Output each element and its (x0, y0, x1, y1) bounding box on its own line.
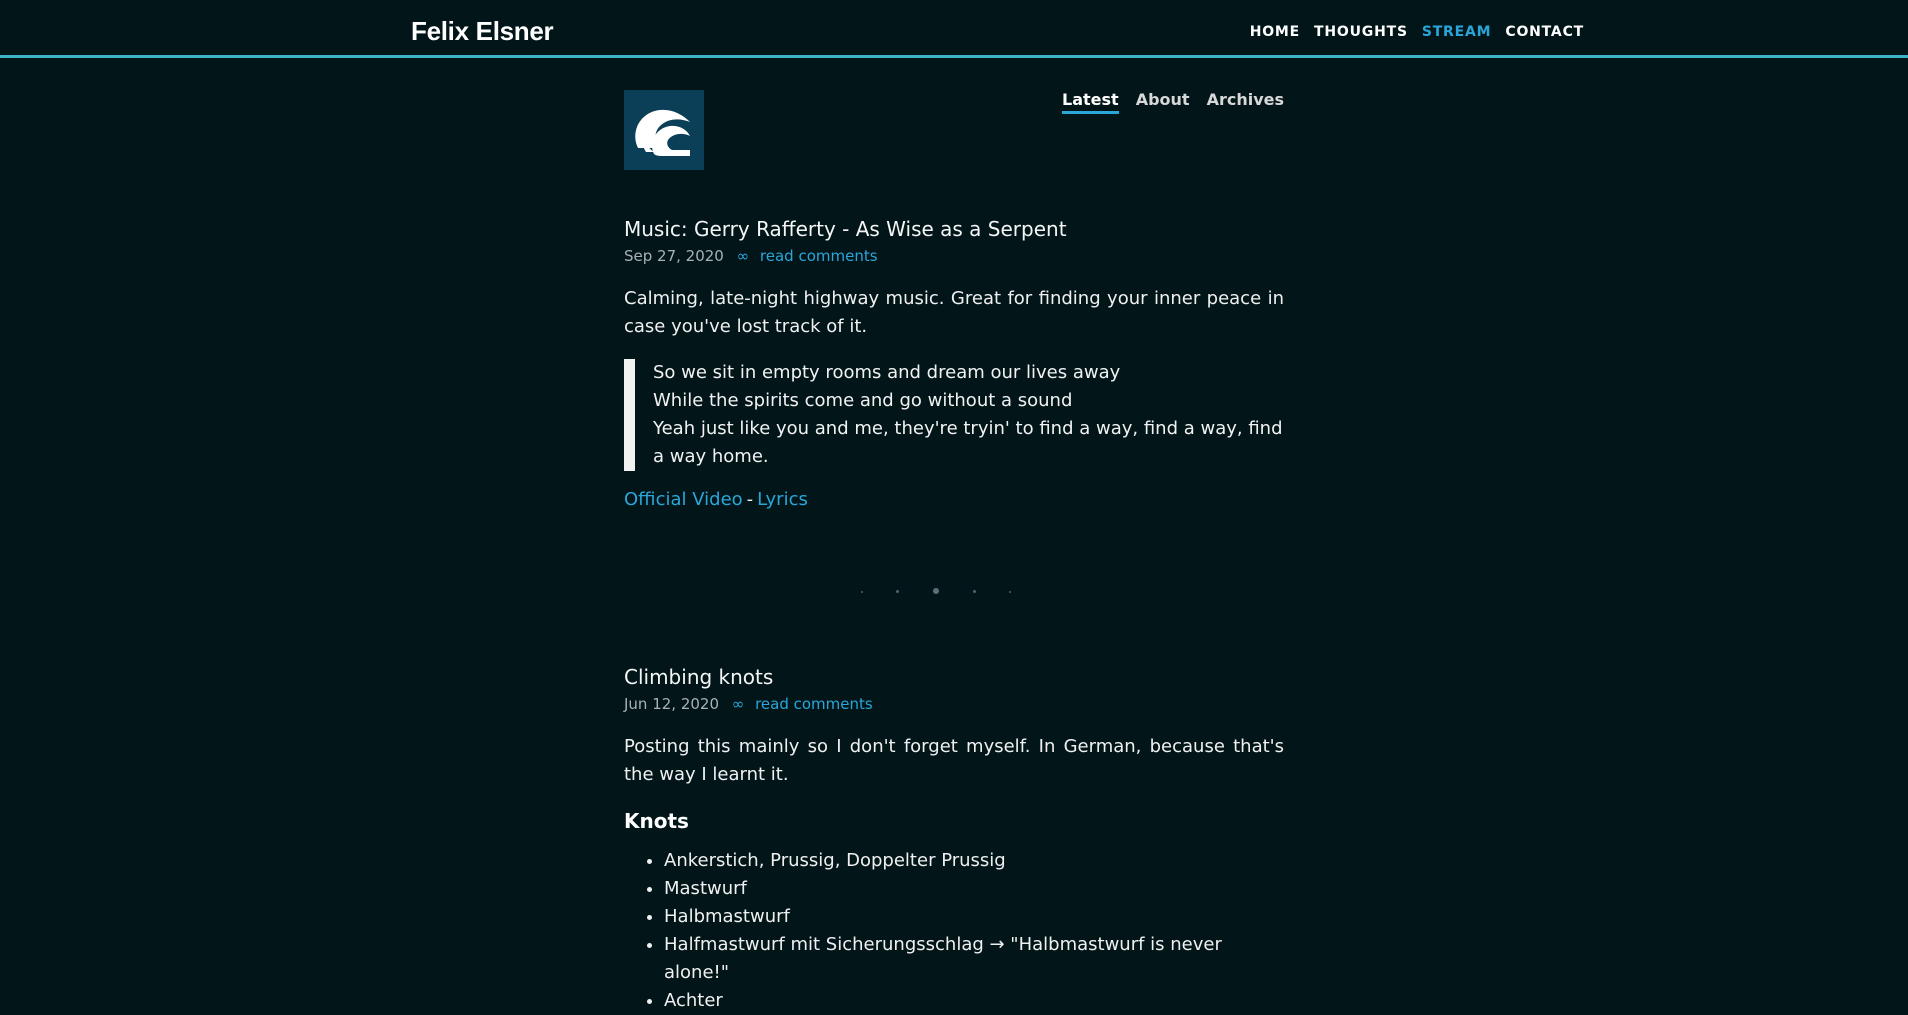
site-header (0, 0, 1908, 58)
list-item: • Achter (664, 987, 1284, 1015)
link-separator: - (746, 489, 754, 510)
read-comments-link[interactable]: read comments (759, 247, 878, 265)
nav-stream[interactable]: STREAM (1421, 24, 1492, 40)
post-climbing-knots (624, 665, 1284, 1015)
nav-thoughts[interactable]: THOUGHTS (1314, 24, 1408, 40)
post-music (624, 217, 1284, 510)
permalink-icon[interactable]: ∞ (731, 695, 745, 713)
post-links (624, 489, 1284, 510)
post-date: Sep 27, 2020 (624, 247, 724, 265)
post-title[interactable]: Climbing knots (624, 665, 774, 689)
post-title[interactable]: Music: Gerry Rafferty - As Wise as a Serpent (624, 217, 1067, 241)
list-item: • Mastwurf (664, 875, 1284, 903)
post-meta (624, 247, 1284, 265)
list-item: • Ankerstich, Prussig, Doppelter Prussig (664, 847, 1284, 875)
post-intro: Posting this mainly so I don't forget myself. In German, because that's the way I learnt it. (624, 736, 1284, 785)
post-intro: Calming, late-night highway music. Great for finding your inner peace in case you've lost track of it. (624, 288, 1284, 337)
list-item: • Halfmastwurf mit Sicherungsschlag → "Halbmastwurf is never alone!" (664, 931, 1284, 987)
stream-subnav (1062, 90, 1284, 114)
section-heading: Knots (624, 809, 689, 833)
subnav-archives[interactable]: Archives (1206, 90, 1284, 109)
divider-dot (896, 590, 899, 593)
official-video-link[interactable]: Official Video (624, 489, 743, 510)
post-date: Jun 12, 2020 (624, 695, 720, 713)
quote-line: So we sit in empty rooms and dream our lives away (653, 362, 1121, 383)
site-brand[interactable]: Felix Elsner (411, 16, 554, 46)
post-meta (624, 695, 1284, 713)
divider-dot (861, 591, 863, 593)
permalink-icon[interactable]: ∞ (736, 247, 750, 265)
divider-dot (1009, 591, 1011, 593)
quote-line: While the spirits come and go without a sound (653, 390, 1073, 411)
divider-dot (933, 588, 939, 594)
quote-line: Yeah just like you and me, they're tryin' to find a way, find a way, find a way home. (653, 418, 1283, 467)
main-nav (1250, 24, 1584, 40)
subnav-about[interactable]: About (1135, 90, 1190, 109)
wave-icon[interactable] (624, 90, 704, 170)
divider-dot (973, 590, 976, 593)
list-item: • Halbmastwurf (664, 903, 1284, 931)
nav-home[interactable]: HOME (1249, 24, 1301, 40)
knots-list (624, 847, 1284, 1015)
lyrics-link[interactable]: Lyrics (757, 489, 808, 510)
subnav-latest[interactable]: Latest (1062, 90, 1119, 114)
read-comments-link[interactable]: read comments (755, 695, 873, 713)
nav-contact[interactable]: CONTACT (1505, 24, 1584, 40)
lyrics-quote (624, 359, 1284, 471)
post-divider (856, 587, 1056, 597)
